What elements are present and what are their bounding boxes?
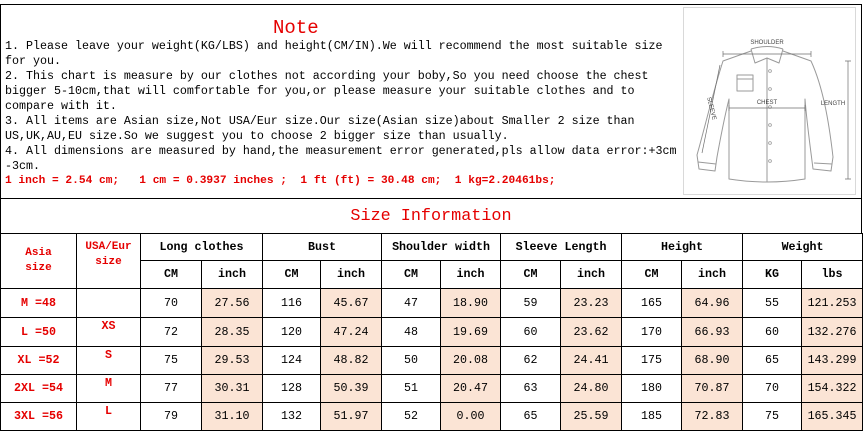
table-row — [1, 289, 863, 318]
height-inch-header: inch — [682, 261, 743, 289]
sleeve-length-cm-cell: 65 — [501, 403, 561, 431]
sleeve-length-cm-cell: 63 — [501, 375, 561, 403]
usa-eur-size-cell: S — [77, 347, 141, 375]
long-clothes-cm-cell: 79 — [141, 403, 202, 431]
size-information-title: Size Information — [350, 207, 512, 226]
sleeve-length-inch-cell: 23.62 — [561, 318, 622, 347]
length-label: LENGTH — [820, 101, 846, 107]
asia-size-header — [1, 234, 77, 289]
weight-kg-header: KG — [743, 261, 802, 289]
asia-size-cell: M =48 — [1, 289, 77, 318]
usa-eur-size-header-line: USA/Eur — [85, 241, 132, 253]
shoulder-width-cm-cell: 52 — [382, 403, 441, 431]
sleeve-length-inch-cell: 24.80 — [561, 375, 622, 403]
shoulder-label: SHOULDER — [750, 40, 784, 46]
note-line: 1. Please leave your weight(KG/LBS) and height(CM/IN).We will recommend the most suitable size — [5, 39, 663, 53]
weight-kg-cell: 55 — [743, 289, 802, 318]
shoulder-width-cm-header: CM — [382, 261, 441, 289]
bust-inch-header: inch — [321, 261, 382, 289]
usa-eur-size-cell — [77, 289, 141, 318]
shoulder-width-inch-header: inch — [441, 261, 501, 289]
shoulder-width-cm-cell: 51 — [382, 375, 441, 403]
sleeve-length-cm-header: CM — [501, 261, 561, 289]
note-line: compare with it. — [5, 99, 117, 113]
asia-size-cell: XL =52 — [1, 347, 77, 375]
sleeve-length-inch-cell: 23.23 — [561, 289, 622, 318]
weight-kg-cell: 75 — [743, 403, 802, 431]
long-clothes-inch-cell: 28.35 — [202, 318, 263, 347]
shoulder-width-inch-cell: 20.47 — [441, 375, 501, 403]
long-clothes-cm-cell: 72 — [141, 318, 202, 347]
weight-lbs-cell: 121.253 — [802, 289, 863, 318]
sleeve-length-inch-header: inch — [561, 261, 622, 289]
asia-size-cell: 2XL =54 — [1, 375, 77, 403]
bust-cm-cell: 132 — [263, 403, 321, 431]
bust-cm-cell: 116 — [263, 289, 321, 318]
shoulder-width-inch-cell: 19.69 — [441, 318, 501, 347]
note-line: US,UK,AU,EU size.So we suggest you to choose 2 bigger size than usually. — [5, 129, 509, 143]
height-cm-cell: 175 — [622, 347, 682, 375]
long-clothes-cm-cell: 75 — [141, 347, 202, 375]
long-clothes-cm-cell: 77 — [141, 375, 202, 403]
shoulder-width-cm-cell: 50 — [382, 347, 441, 375]
bust-cm-header: CM — [263, 261, 321, 289]
long-clothes-cm-header: CM — [141, 261, 202, 289]
bust-inch-cell: 51.97 — [321, 403, 382, 431]
note-title: Note — [273, 17, 319, 39]
long-clothes-inch-cell: 29.53 — [202, 347, 263, 375]
unit-conversion-line: 1 inch = 2.54 cm; 1 cm = 0.3937 inches ; 1 ft (ft) = 30.48 cm; 1 kg=2.20461bs; — [5, 175, 556, 187]
table-row — [1, 318, 863, 347]
section-divider — [0, 198, 862, 199]
shoulder-width-cm-cell: 47 — [382, 289, 441, 318]
shoulder-width-inch-cell: 0.00 — [441, 403, 501, 431]
height-cm-cell: 170 — [622, 318, 682, 347]
note-line: for you. — [5, 54, 61, 68]
bust-cm-cell: 128 — [263, 375, 321, 403]
weight-lbs-cell: 143.299 — [802, 347, 863, 375]
chest-label: CHEST — [756, 100, 778, 106]
weight-kg-cell: 60 — [743, 318, 802, 347]
height-inch-cell: 64.96 — [682, 289, 743, 318]
weight-lbs-cell: 132.276 — [802, 318, 863, 347]
usa-eur-size-header — [77, 234, 141, 289]
bust-cm-cell: 120 — [263, 318, 321, 347]
long-clothes-cm-cell: 70 — [141, 289, 202, 318]
long-clothes-header: Long clothes — [141, 234, 263, 261]
long-clothes-inch-cell: 31.10 — [202, 403, 263, 431]
sleeve-length-header: Sleeve Length — [501, 234, 622, 261]
note-line: 4. All dimensions are measured by hand,the measurement error generated,pls allow data error:+3cm — [5, 144, 677, 158]
asia-size-cell: 3XL =56 — [1, 403, 77, 431]
height-cm-header: CM — [622, 261, 682, 289]
weight-header: Weight — [743, 234, 863, 261]
note-text — [5, 39, 681, 189]
size-table-body — [1, 289, 863, 431]
bust-inch-cell: 50.39 — [321, 375, 382, 403]
sleeve-length-cm-cell: 60 — [501, 318, 561, 347]
table-row — [1, 347, 863, 375]
height-cm-cell: 185 — [622, 403, 682, 431]
bust-cm-cell: 124 — [263, 347, 321, 375]
shoulder-width-cm-cell: 48 — [382, 318, 441, 347]
bust-header: Bust — [263, 234, 382, 261]
size-table — [0, 233, 863, 431]
height-inch-cell: 68.90 — [682, 347, 743, 375]
bust-inch-cell: 47.24 — [321, 318, 382, 347]
table-row — [1, 403, 863, 431]
sleeve-length-inch-cell: 24.41 — [561, 347, 622, 375]
shoulder-width-inch-cell: 18.90 — [441, 289, 501, 318]
bust-inch-cell: 45.67 — [321, 289, 382, 318]
weight-kg-cell: 70 — [743, 375, 802, 403]
weight-kg-cell: 65 — [743, 347, 802, 375]
long-clothes-inch-header: inch — [202, 261, 263, 289]
height-inch-cell: 72.83 — [682, 403, 743, 431]
note-line: 3. All items are Asian size,Not USA/Eur size.Our size(Asian size)about Smaller 2 size than — [5, 114, 635, 128]
height-header: Height — [622, 234, 743, 261]
weight-lbs-cell: 154.322 — [802, 375, 863, 403]
bust-inch-cell: 48.82 — [321, 347, 382, 375]
header-row-groups — [1, 234, 863, 261]
sleeve-length-cm-cell: 59 — [501, 289, 561, 318]
height-inch-cell: 66.93 — [682, 318, 743, 347]
weight-lbs-header: lbs — [802, 261, 863, 289]
usa-eur-size-header-line: size — [95, 256, 122, 268]
sleeve-length-cm-cell: 62 — [501, 347, 561, 375]
asia-size-header-line: size — [25, 262, 52, 274]
asia-size-header-line: Asia — [25, 247, 52, 259]
note-line: bigger 5-10cm,that will comfortable for you,or please measure your suitable clothes and to — [5, 84, 635, 98]
usa-eur-size-cell: M — [77, 375, 141, 403]
long-clothes-inch-cell: 30.31 — [202, 375, 263, 403]
sleeve-label: SLEEVE — [705, 96, 717, 121]
shoulder-width-inch-cell: 20.08 — [441, 347, 501, 375]
usa-eur-size-cell: XS — [77, 318, 141, 347]
asia-size-cell: L =50 — [1, 318, 77, 347]
height-cm-cell: 180 — [622, 375, 682, 403]
height-inch-cell: 70.87 — [682, 375, 743, 403]
usa-eur-size-cell: L — [77, 403, 141, 431]
table-row — [1, 375, 863, 403]
weight-lbs-cell: 165.345 — [802, 403, 863, 431]
sleeve-length-inch-cell: 25.59 — [561, 403, 622, 431]
shoulder-width-header: Shoulder width — [382, 234, 501, 261]
shirt-measurement-diagram — [683, 7, 856, 195]
note-line: -3cm. — [5, 159, 40, 173]
note-line: 2. This chart is measure by our clothes not according your boby,So you need choose the chest — [5, 69, 649, 83]
long-clothes-inch-cell: 27.56 — [202, 289, 263, 318]
height-cm-cell: 165 — [622, 289, 682, 318]
